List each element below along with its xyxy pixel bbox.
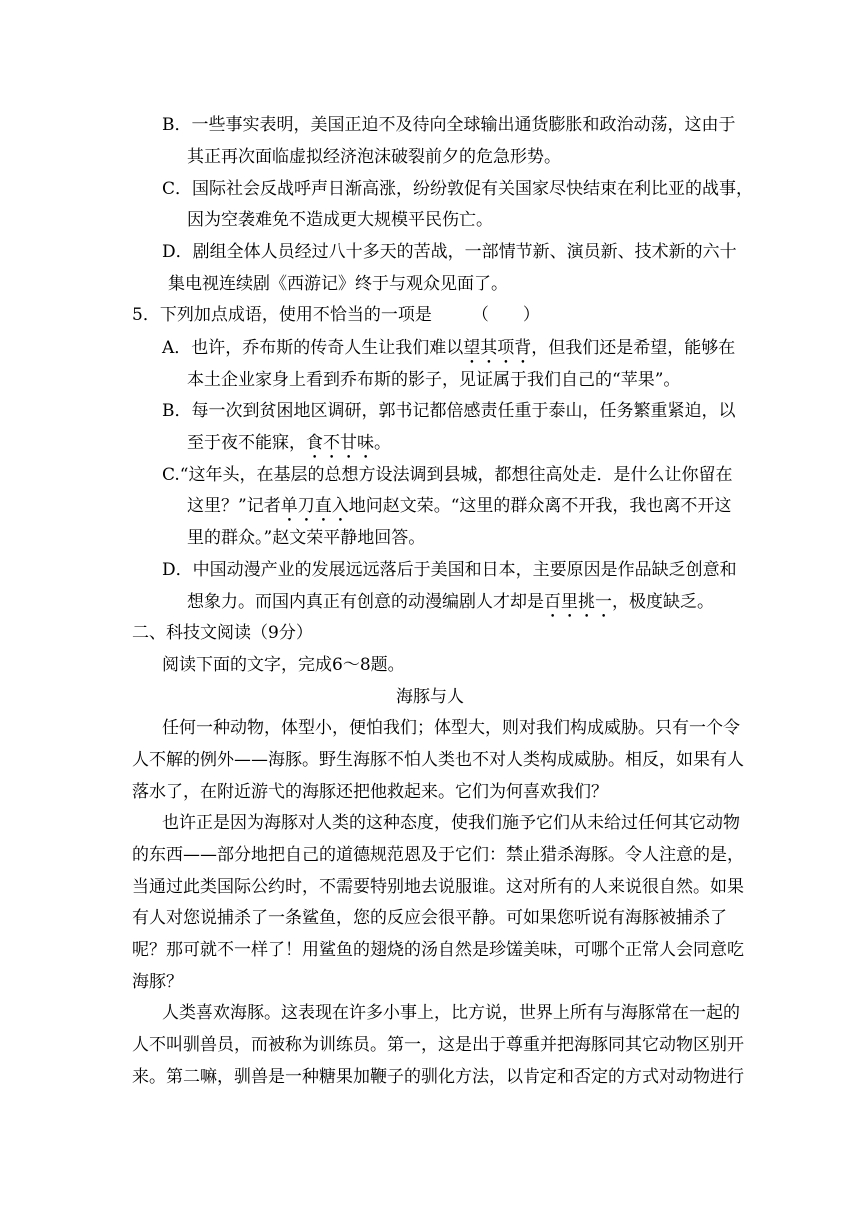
q5-d-post: ，极度缺乏。 — [612, 592, 714, 612]
q4-option-c-line2: 因为空袭难免不造成更大规模平民伤亡。 — [187, 210, 493, 230]
passage-title: 海豚与人 — [396, 687, 464, 707]
passage-line: 的东西——部分地把自己的道德规范恩及于它们：禁止猎杀海豚。令人注意的是， — [132, 845, 744, 865]
q5-b-idiom: 食不甘味 — [306, 433, 374, 453]
q5-option-d-line2 — [187, 591, 714, 622]
passage-line: 当通过此类国际公约时，不需要特别地去说服谁。这对所有的人来说很自然。如果 — [132, 877, 744, 897]
q5-b-post: 。 — [374, 433, 391, 453]
passage-line: 呢？那可就不一样了！用鲨鱼的翅烧的汤自然是珍馐美味，可哪个正常人会同意吃 — [132, 940, 744, 960]
q4-option-d-line2: 集电视连续剧《西游记》终于与观众见面了。 — [168, 274, 508, 294]
passage-line: 来。第二嘛，驯兽是一种糖果加鞭子的驯化方法，以肯定和否定的方式对动物进行 — [132, 1067, 744, 1087]
q5-a-pre: A．也许，乔布斯的传奇人生让我们难以 — [162, 338, 464, 358]
passage-line: 人不解的例外——海豚。野生海豚不怕人类也不对人类构成威胁。相反，如果有人 — [132, 750, 744, 770]
q5-option-a-line1 — [162, 337, 735, 368]
q5-stem — [132, 304, 540, 326]
q5-option-c-line3: 里的群众。”赵文荣平静地回答。 — [187, 528, 426, 548]
passage-line: 落水了，在附近游弋的海豚还把他救起来。它们为何喜欢我们？ — [132, 782, 608, 802]
q5-stem-text: 5．下列加点成语，使用不恰当的一项是 — [132, 305, 432, 325]
q5-option-b-line2 — [187, 432, 391, 463]
q5-option-c-line1: C.“这年头，在基层的总想方设法调到县城，都想往高处走．是什么让你留在 — [162, 465, 733, 485]
q5-option-c-line2 — [187, 495, 731, 526]
passage-line: 人类喜欢海豚。这表现在许多小事上，比方说，世界上所有与海豚常在一起的 — [162, 1003, 740, 1023]
passage-line: 有人对您说捕杀了一条鲨鱼，您的反应会很平静。可如果您听说有海豚被捕杀了 — [132, 908, 727, 928]
q5-option-b-line1: B．每一次到贫困地区调研，郭书记都倍感责任重于泰山，任务繁重紧迫，以 — [162, 401, 736, 421]
q5-c-pre: 这里？”记者 — [187, 496, 281, 516]
passage-line: 任何一种动物，体型小，便怕我们；体型大，则对我们构成威胁。只有一个令 — [162, 718, 740, 738]
reading-instruction: 阅读下面的文字，完成6～8题。 — [162, 655, 405, 675]
q4-option-c-line1: C．国际社会反战呼声日渐高涨，纷纷敦促有关国家尽快结束在利比亚的战事， — [162, 179, 754, 199]
q5-c-idiom: 单刀直入 — [280, 496, 349, 516]
q5-d-pre: 想象力。而国内真正有创意的动漫编剧人才却是 — [187, 592, 544, 612]
section-heading: 二、科技文阅读（9分） — [132, 623, 313, 643]
passage-line: 人不叫驯兽员，而被称为训练员。第一，这是出于尊重并把海豚同其它动物区别开 — [132, 1035, 744, 1055]
q5-option-a-line2: 本土企业家身上看到乔布斯的影子，见证属于我们自己的“苹果”。 — [187, 370, 681, 390]
q4-option-b-line2: 其正再次面临虚拟经济泡沫破裂前夕的危急形势。 — [187, 147, 561, 167]
q5-a-idiom: 望其项背 — [463, 338, 532, 358]
q5-c-post: 地问赵文荣。“这里的群众离不开我，我也离不开这 — [348, 496, 732, 516]
q4-option-d-line1: D．剧组全体人员经过八十多天的苦战，一部情节新、演员新、技术新的六十 — [162, 242, 737, 262]
q5-option-d-line1: D．中国动漫产业的发展远远落后于美国和日本，主要原因是作品缺乏创意和 — [162, 560, 737, 580]
q4-option-b-line1: B．一些事实表明，美国正迫不及待向全球输出通货膨胀和政治动荡，这由于 — [162, 115, 736, 135]
q5-a-post: ，但我们还是希望，能够在 — [531, 338, 736, 358]
q5-b-pre: 至于夜不能寐， — [187, 433, 306, 453]
passage-line: 海豚？ — [132, 972, 183, 992]
passage-line: 也许正是因为海豚对人类的这种态度，使我们施予它们从未给过任何其它动物 — [162, 813, 740, 833]
q5-d-idiom: 百里挑一 — [544, 592, 612, 612]
q5-answer-paren: （ ） — [471, 305, 540, 325]
